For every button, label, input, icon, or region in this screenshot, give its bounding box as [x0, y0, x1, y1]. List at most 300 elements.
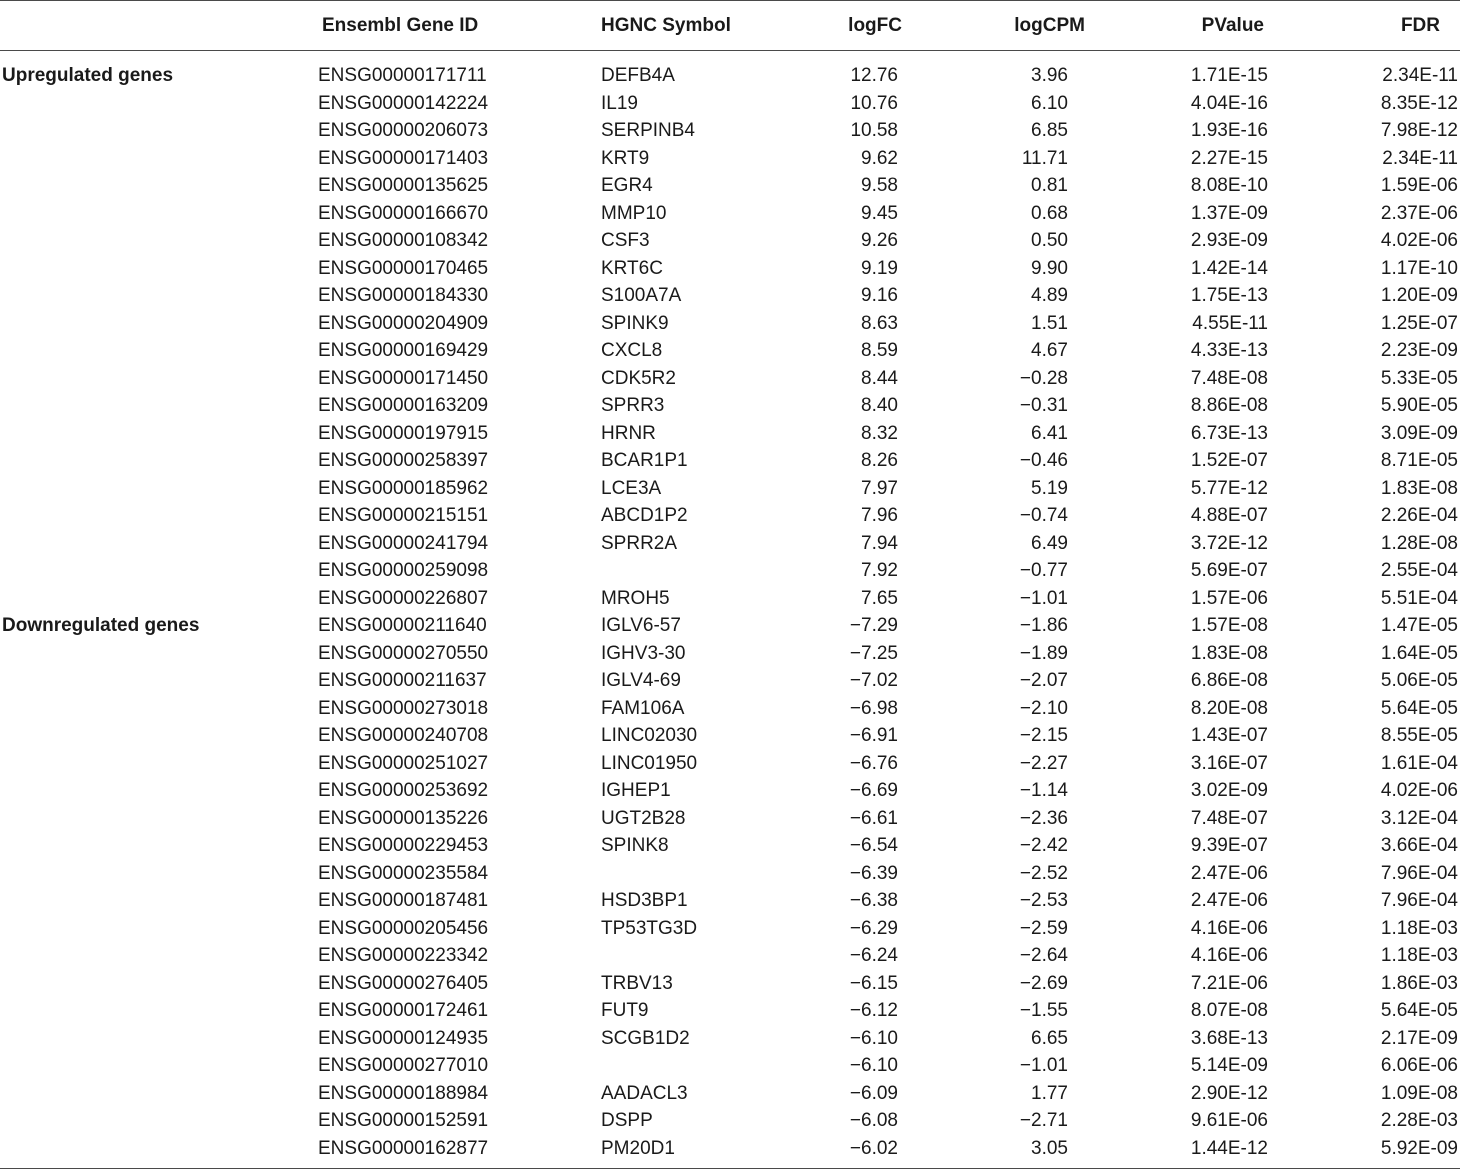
- cell-ensembl-id: ENSG00000172461: [318, 1000, 489, 1021]
- cell-logcpm: 6.10: [1031, 92, 1068, 114]
- row-group-label: [2, 145, 302, 173]
- cell-pvalue: 3.02E-09: [1190, 780, 1268, 801]
- cell-fdr: 1.47E-05: [1380, 615, 1458, 636]
- cell-logcpm: −1.89: [1019, 642, 1068, 664]
- cell-logfc: 9.16: [861, 285, 898, 306]
- cell-fdr: 2.28E-03: [1380, 1110, 1458, 1131]
- cell-pvalue: 8.07E-08: [1190, 1000, 1268, 1021]
- cell-ensembl-id: ENSG00000166670: [318, 202, 489, 224]
- row-group-label: [2, 90, 302, 118]
- cell-ensembl-id: ENSG00000251027: [318, 752, 489, 774]
- table-row: [0, 255, 1460, 283]
- cell-hgnc-symbol: CSF3: [601, 230, 650, 251]
- row-group-label: [2, 860, 302, 888]
- table-row: [0, 62, 1460, 90]
- cell-logfc: 8.26: [861, 450, 898, 471]
- cell-fdr: 1.17E-10: [1380, 257, 1458, 279]
- cell-pvalue: 3.68E-13: [1190, 1027, 1268, 1049]
- cell-hgnc-symbol: ABCD1P2: [601, 505, 688, 526]
- table-row: [0, 145, 1460, 173]
- cell-fdr: 2.37E-06: [1380, 202, 1458, 224]
- row-group-label: [2, 310, 302, 338]
- cell-fdr: 2.17E-09: [1380, 1027, 1458, 1049]
- cell-hgnc-symbol: FAM106A: [601, 697, 685, 719]
- table-row: [0, 475, 1460, 503]
- cell-ensembl-id: ENSG00000270550: [318, 642, 489, 664]
- cell-fdr: 1.09E-08: [1380, 1082, 1458, 1104]
- cell-fdr: 7.98E-12: [1380, 120, 1458, 141]
- cell-hgnc-symbol: BCAR1P1: [601, 450, 688, 471]
- cell-pvalue: 9.61E-06: [1190, 1110, 1268, 1131]
- cell-fdr: 3.66E-04: [1380, 835, 1458, 856]
- row-group-label: [2, 227, 302, 255]
- row-group-label: [2, 172, 302, 200]
- cell-logcpm: −2.71: [1019, 1110, 1068, 1131]
- row-group-label: [2, 1025, 302, 1053]
- cell-fdr: 1.59E-06: [1380, 175, 1458, 196]
- cell-logcpm: −2.52: [1019, 862, 1068, 884]
- row-group-label: [2, 750, 302, 778]
- bottom-rule: [0, 1168, 1460, 1169]
- cell-logcpm: 0.50: [1031, 230, 1068, 251]
- row-group-label: [2, 585, 302, 613]
- header-logfc: logFC: [848, 15, 902, 36]
- cell-logcpm: 1.77: [1031, 1082, 1068, 1104]
- cell-logfc: −6.98: [849, 697, 898, 719]
- cell-fdr: 1.25E-07: [1380, 312, 1458, 334]
- cell-pvalue: 1.71E-15: [1190, 65, 1268, 86]
- cell-pvalue: 2.47E-06: [1190, 862, 1268, 884]
- table-row: [0, 860, 1460, 888]
- cell-pvalue: 1.37E-09: [1190, 202, 1268, 224]
- cell-logfc: 7.96: [861, 505, 898, 526]
- table-row: [0, 640, 1460, 668]
- cell-logfc: 9.26: [861, 230, 898, 251]
- row-group-label: [2, 447, 302, 475]
- row-group-label: [2, 1135, 302, 1163]
- cell-hgnc-symbol: S100A7A: [601, 285, 682, 306]
- table-row: [0, 420, 1460, 448]
- cell-logfc: 7.97: [861, 477, 898, 499]
- cell-pvalue: 1.83E-08: [1190, 642, 1268, 664]
- cell-pvalue: 7.48E-07: [1190, 807, 1268, 829]
- cell-ensembl-id: ENSG00000184330: [318, 285, 489, 306]
- cell-pvalue: 2.90E-12: [1190, 1082, 1268, 1104]
- cell-logfc: 9.19: [861, 257, 898, 279]
- table-row: [0, 282, 1460, 310]
- cell-fdr: 1.28E-08: [1380, 532, 1458, 554]
- cell-pvalue: 1.57E-08: [1190, 615, 1268, 636]
- cell-fdr: 2.55E-04: [1380, 560, 1458, 581]
- cell-logcpm: 11.71: [1021, 147, 1068, 169]
- cell-ensembl-id: ENSG00000188984: [318, 1082, 489, 1104]
- row-group-label: [2, 722, 302, 750]
- cell-logfc: −6.38: [849, 890, 898, 911]
- cell-ensembl-id: ENSG00000226807: [318, 587, 489, 609]
- cell-ensembl-id: ENSG00000206073: [318, 120, 489, 141]
- cell-logcpm: −2.07: [1019, 670, 1068, 691]
- cell-ensembl-id: ENSG00000253692: [318, 780, 489, 801]
- cell-hgnc-symbol: IGHV3-30: [601, 642, 686, 664]
- cell-pvalue: 5.14E-09: [1190, 1055, 1268, 1076]
- cell-ensembl-id: ENSG00000152591: [318, 1110, 489, 1131]
- table-row: [0, 200, 1460, 228]
- cell-logcpm: 4.89: [1031, 285, 1068, 306]
- cell-ensembl-id: ENSG00000142224: [318, 92, 489, 114]
- cell-logcpm: −2.15: [1019, 725, 1068, 746]
- cell-ensembl-id: ENSG00000171711: [318, 65, 487, 86]
- cell-pvalue: 3.72E-12: [1190, 532, 1268, 554]
- cell-fdr: 8.71E-05: [1380, 450, 1458, 471]
- cell-pvalue: 8.08E-10: [1190, 175, 1268, 196]
- cell-logfc: 7.92: [861, 560, 898, 581]
- cell-fdr: 5.06E-05: [1380, 670, 1458, 691]
- row-group-label: [2, 117, 302, 145]
- header-pvalue: PValue: [1201, 15, 1264, 36]
- table-header: [0, 0, 1460, 50]
- row-group-label: [2, 365, 302, 393]
- cell-logcpm: −2.42: [1019, 835, 1068, 856]
- cell-ensembl-id: ENSG00000258397: [318, 450, 489, 471]
- cell-hgnc-symbol: SPINK8: [601, 835, 669, 856]
- table-row: [0, 1025, 1460, 1053]
- cell-logcpm: −2.59: [1019, 917, 1068, 939]
- cell-logcpm: −0.77: [1019, 560, 1068, 581]
- table-row: [0, 997, 1460, 1025]
- cell-fdr: 2.26E-04: [1380, 505, 1458, 526]
- cell-logfc: −6.61: [849, 807, 898, 829]
- cell-fdr: 1.86E-03: [1380, 972, 1458, 994]
- row-group-label: [2, 557, 302, 585]
- row-group-label: [2, 942, 302, 970]
- cell-pvalue: 1.57E-06: [1190, 587, 1268, 609]
- table-row: [0, 90, 1460, 118]
- table-row: [0, 970, 1460, 998]
- cell-pvalue: 1.52E-07: [1190, 450, 1268, 471]
- cell-hgnc-symbol: HSD3BP1: [601, 890, 688, 911]
- cell-fdr: 2.23E-09: [1380, 340, 1458, 361]
- cell-ensembl-id: ENSG00000162877: [318, 1137, 489, 1159]
- cell-fdr: 8.35E-12: [1380, 92, 1458, 114]
- cell-ensembl-id: ENSG00000276405: [318, 972, 489, 994]
- cell-hgnc-symbol: KRT9: [601, 147, 650, 169]
- cell-logcpm: −2.69: [1019, 972, 1068, 994]
- row-group-label: [2, 805, 302, 833]
- cell-fdr: 7.96E-04: [1380, 890, 1458, 911]
- cell-fdr: 5.90E-05: [1380, 395, 1458, 416]
- cell-pvalue: 5.77E-12: [1190, 477, 1268, 499]
- cell-logfc: −6.09: [849, 1082, 898, 1104]
- cell-logcpm: −1.01: [1019, 1055, 1068, 1076]
- cell-logcpm: −2.64: [1019, 945, 1068, 966]
- table-row: [0, 1052, 1460, 1080]
- cell-logcpm: −1.55: [1019, 1000, 1068, 1021]
- cell-pvalue: 8.20E-08: [1190, 697, 1268, 719]
- cell-pvalue: 4.04E-16: [1190, 92, 1268, 114]
- cell-ensembl-id: ENSG00000215151: [318, 505, 489, 526]
- cell-hgnc-symbol: SPRR3: [601, 395, 665, 416]
- row-group-label: [2, 530, 302, 558]
- cell-logcpm: −2.36: [1019, 807, 1068, 829]
- cell-hgnc-symbol: SPINK9: [601, 312, 669, 334]
- cell-logfc: −6.29: [849, 917, 898, 939]
- row-group-label: [2, 915, 302, 943]
- cell-pvalue: 1.93E-16: [1190, 120, 1268, 141]
- cell-logfc: 9.58: [861, 175, 898, 196]
- cell-logcpm: 6.85: [1031, 120, 1068, 141]
- table-row: [0, 1135, 1460, 1163]
- cell-pvalue: 2.27E-15: [1190, 147, 1268, 169]
- cell-hgnc-symbol: IL19: [601, 92, 638, 114]
- table-row: [0, 172, 1460, 200]
- cell-logcpm: 1.51: [1031, 312, 1068, 334]
- cell-ensembl-id: ENSG00000171450: [318, 367, 489, 389]
- row-group-label: [2, 1052, 302, 1080]
- cell-ensembl-id: ENSG00000187481: [318, 890, 489, 911]
- cell-logcpm: 6.65: [1031, 1027, 1068, 1049]
- table-row: [0, 530, 1460, 558]
- cell-fdr: 1.20E-09: [1380, 285, 1458, 306]
- cell-ensembl-id: ENSG00000197915: [318, 422, 489, 444]
- cell-logfc: 8.40: [861, 395, 898, 416]
- row-group-label: [2, 282, 302, 310]
- cell-hgnc-symbol: DSPP: [601, 1110, 653, 1131]
- row-group-label: [2, 475, 302, 503]
- cell-fdr: 8.55E-05: [1380, 725, 1458, 746]
- cell-logfc: 9.45: [861, 202, 898, 224]
- cell-hgnc-symbol: FUT9: [601, 1000, 649, 1021]
- table-row: [0, 777, 1460, 805]
- cell-ensembl-id: ENSG00000241794: [318, 532, 489, 554]
- row-group-label: [2, 667, 302, 695]
- cell-logcpm: −1.14: [1019, 780, 1068, 801]
- row-group-label: [2, 997, 302, 1025]
- cell-logfc: −7.25: [849, 642, 898, 664]
- cell-logcpm: 6.41: [1031, 422, 1068, 444]
- row-group-label: [2, 1080, 302, 1108]
- cell-logcpm: 9.90: [1031, 257, 1068, 279]
- row-group-label: [2, 970, 302, 998]
- cell-logcpm: −2.27: [1019, 752, 1068, 774]
- row-group-label: [2, 832, 302, 860]
- cell-logfc: −6.02: [849, 1137, 898, 1159]
- table-body: [0, 62, 1460, 1162]
- cell-logfc: −6.08: [849, 1110, 898, 1131]
- cell-ensembl-id: ENSG00000135226: [318, 807, 489, 829]
- cell-logfc: 7.65: [861, 587, 898, 609]
- header-rule: [0, 50, 1460, 51]
- cell-ensembl-id: ENSG00000108342: [318, 230, 489, 251]
- table-row: [0, 227, 1460, 255]
- cell-logfc: 8.32: [861, 422, 898, 444]
- cell-pvalue: 7.21E-06: [1190, 972, 1268, 994]
- table-row: [0, 310, 1460, 338]
- header-ensembl-id: Ensembl Gene ID: [322, 15, 479, 36]
- cell-hgnc-symbol: TRBV13: [601, 972, 673, 994]
- table-row: [0, 502, 1460, 530]
- cell-ensembl-id: ENSG00000211637: [318, 670, 487, 691]
- cell-ensembl-id: ENSG00000235584: [318, 862, 489, 884]
- cell-hgnc-symbol: LINC02030: [601, 725, 698, 746]
- cell-hgnc-symbol: SCGB1D2: [601, 1027, 690, 1049]
- table-row: [0, 557, 1460, 585]
- row-group-label: [2, 777, 302, 805]
- cell-pvalue: 3.16E-07: [1190, 752, 1268, 774]
- row-group-label: [2, 420, 302, 448]
- cell-hgnc-symbol: LINC01950: [601, 752, 698, 774]
- table-row: [0, 942, 1460, 970]
- table-row: [0, 887, 1460, 915]
- cell-hgnc-symbol: MROH5: [601, 587, 670, 609]
- cell-pvalue: 8.86E-08: [1190, 395, 1268, 416]
- cell-logcpm: −1.86: [1019, 615, 1068, 636]
- cell-hgnc-symbol: UGT2B28: [601, 807, 686, 829]
- row-group-label: [2, 337, 302, 365]
- cell-hgnc-symbol: IGLV6-57: [601, 615, 681, 636]
- header-group: [2, 12, 302, 40]
- row-group-label: Downregulated genes: [2, 615, 200, 636]
- cell-ensembl-id: ENSG00000277010: [318, 1055, 489, 1076]
- cell-ensembl-id: ENSG00000204909: [318, 312, 489, 334]
- cell-ensembl-id: ENSG00000223342: [318, 945, 489, 966]
- cell-fdr: 2.34E-11: [1382, 147, 1458, 169]
- table-row: [0, 337, 1460, 365]
- cell-fdr: 5.64E-05: [1380, 697, 1458, 719]
- cell-pvalue: 4.55E-11: [1192, 312, 1268, 334]
- header-hgnc-symbol: HGNC Symbol: [601, 15, 731, 36]
- cell-fdr: 5.92E-09: [1380, 1137, 1458, 1159]
- cell-ensembl-id: ENSG00000170465: [318, 257, 489, 279]
- row-group-label: [2, 502, 302, 530]
- cell-logfc: −6.24: [849, 945, 898, 966]
- cell-logfc: −7.29: [849, 615, 898, 636]
- cell-logfc: −6.69: [849, 780, 898, 801]
- cell-pvalue: 4.33E-13: [1190, 340, 1268, 361]
- cell-hgnc-symbol: TP53TG3D: [601, 917, 698, 939]
- cell-pvalue: 7.48E-08: [1190, 367, 1268, 389]
- cell-fdr: 5.33E-05: [1380, 367, 1458, 389]
- cell-logfc: 8.44: [861, 367, 898, 389]
- row-group-label: [2, 695, 302, 723]
- cell-hgnc-symbol: SPRR2A: [601, 532, 678, 554]
- cell-logfc: 9.62: [861, 147, 898, 169]
- table-row: [0, 1107, 1460, 1135]
- row-group-label: [2, 1107, 302, 1135]
- cell-pvalue: 2.47E-06: [1190, 890, 1268, 911]
- table-row: [0, 805, 1460, 833]
- row-group-label: [2, 640, 302, 668]
- cell-fdr: 4.02E-06: [1380, 780, 1458, 801]
- cell-fdr: 7.96E-04: [1380, 862, 1458, 884]
- cell-hgnc-symbol: DEFB4A: [601, 65, 675, 86]
- cell-pvalue: 6.73E-13: [1190, 422, 1268, 444]
- table-row: [0, 117, 1460, 145]
- cell-pvalue: 1.42E-14: [1190, 257, 1268, 279]
- cell-logfc: −6.91: [849, 725, 898, 746]
- table-row: [0, 365, 1460, 393]
- cell-logfc: −7.02: [849, 670, 898, 691]
- cell-pvalue: 1.43E-07: [1190, 725, 1268, 746]
- header-logcpm: logCPM: [1014, 15, 1085, 36]
- cell-logfc: −6.15: [849, 972, 898, 994]
- table-row: [0, 447, 1460, 475]
- cell-pvalue: 5.69E-07: [1190, 560, 1268, 581]
- cell-logcpm: 3.96: [1031, 65, 1068, 86]
- row-group-label: [2, 887, 302, 915]
- cell-hgnc-symbol: AADACL3: [601, 1082, 688, 1104]
- cell-fdr: 1.18E-03: [1380, 917, 1458, 939]
- cell-logfc: −6.54: [849, 835, 898, 856]
- cell-fdr: 4.02E-06: [1380, 230, 1458, 251]
- cell-pvalue: 6.86E-08: [1190, 670, 1268, 691]
- cell-hgnc-symbol: IGHEP1: [601, 780, 671, 801]
- cell-ensembl-id: ENSG00000205456: [318, 917, 489, 939]
- cell-hgnc-symbol: HRNR: [601, 422, 656, 444]
- cell-hgnc-symbol: CXCL8: [601, 340, 663, 361]
- row-group-label: [2, 392, 302, 420]
- cell-logcpm: 4.67: [1031, 340, 1068, 361]
- cell-logcpm: 6.49: [1031, 532, 1068, 554]
- table-row: [0, 750, 1460, 778]
- cell-pvalue: 9.39E-07: [1190, 835, 1268, 856]
- cell-fdr: 1.61E-04: [1380, 752, 1458, 774]
- cell-fdr: 5.51E-04: [1380, 587, 1458, 609]
- cell-hgnc-symbol: IGLV4-69: [601, 670, 681, 691]
- cell-logfc: 10.58: [850, 120, 898, 141]
- cell-fdr: 3.12E-04: [1380, 807, 1458, 829]
- cell-ensembl-id: ENSG00000163209: [318, 395, 489, 416]
- cell-logfc: 8.63: [861, 312, 898, 334]
- cell-logfc: −6.39: [849, 862, 898, 884]
- table-row: [0, 585, 1460, 613]
- cell-ensembl-id: ENSG00000171403: [318, 147, 489, 169]
- cell-logcpm: 3.05: [1031, 1137, 1068, 1159]
- cell-hgnc-symbol: EGR4: [601, 175, 653, 196]
- cell-pvalue: 4.88E-07: [1190, 505, 1268, 526]
- cell-logcpm: −2.10: [1019, 697, 1068, 719]
- cell-ensembl-id: ENSG00000229453: [318, 835, 489, 856]
- cell-hgnc-symbol: SERPINB4: [601, 120, 695, 141]
- table-row: [0, 915, 1460, 943]
- cell-fdr: 3.09E-09: [1380, 422, 1458, 444]
- cell-ensembl-id: ENSG00000185962: [318, 477, 489, 499]
- cell-fdr: 5.64E-05: [1380, 1000, 1458, 1021]
- cell-ensembl-id: ENSG00000135625: [318, 175, 489, 196]
- cell-logcpm: −0.28: [1019, 367, 1068, 389]
- row-group-label: [2, 255, 302, 283]
- cell-logcpm: 5.19: [1031, 477, 1068, 499]
- cell-logfc: 12.76: [850, 65, 898, 86]
- row-group-label: Upregulated genes: [2, 65, 174, 86]
- cell-hgnc-symbol: KRT6C: [601, 257, 663, 279]
- cell-logfc: −6.10: [849, 1027, 898, 1049]
- cell-logcpm: −2.53: [1019, 890, 1068, 911]
- cell-logfc: −6.76: [849, 752, 898, 774]
- table-row: [0, 695, 1460, 723]
- cell-fdr: 6.06E-06: [1380, 1055, 1458, 1076]
- cell-pvalue: 1.44E-12: [1190, 1137, 1268, 1159]
- table-row: [0, 612, 1460, 640]
- cell-logcpm: 0.81: [1031, 175, 1068, 196]
- cell-fdr: 1.64E-05: [1380, 642, 1458, 664]
- cell-fdr: 2.34E-11: [1382, 65, 1458, 86]
- cell-ensembl-id: ENSG00000259098: [318, 560, 489, 581]
- cell-logfc: 7.94: [861, 532, 898, 554]
- cell-logfc: 10.76: [850, 92, 898, 114]
- cell-logfc: 8.59: [861, 340, 898, 361]
- table-row: [0, 392, 1460, 420]
- cell-pvalue: 1.75E-13: [1190, 285, 1268, 306]
